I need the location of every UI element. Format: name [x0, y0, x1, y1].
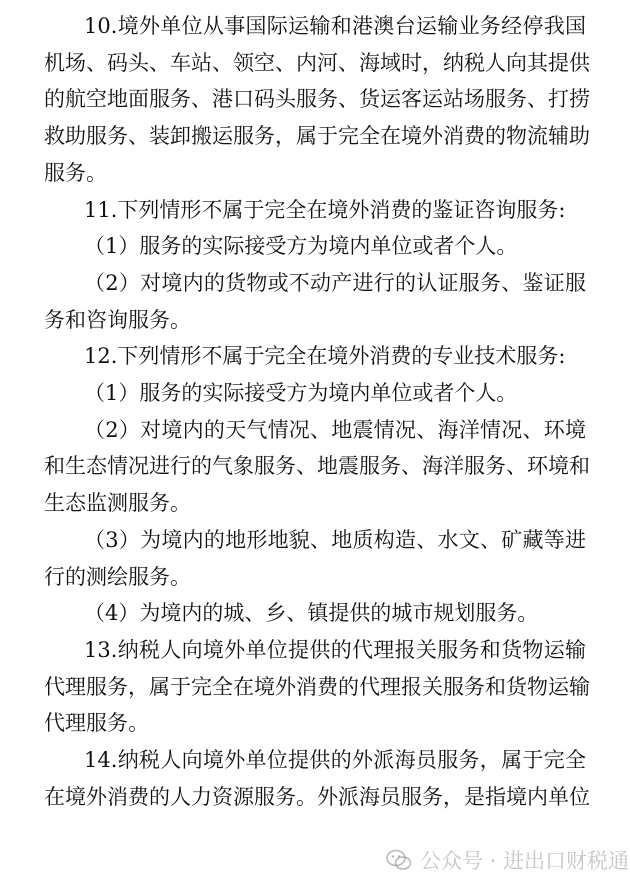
text-line: 机场、码头、车站、领空、内河、海域时，纳税人向其提供: [44, 50, 590, 75]
text-line: 11.下列情形不属于完全在境外消费的鉴证咨询服务:: [84, 197, 566, 222]
text-line: 务和咨询服务。: [44, 307, 191, 332]
text-line: 行的测绘服务。: [44, 564, 191, 589]
text-line: （4）为境内的城、乡、镇提供的城市规划服务。: [84, 601, 539, 626]
text-line: （1）服务的实际接受方为境内单位或者个人。: [84, 234, 518, 259]
text-line: 救助服务、装卸搬运服务，属于完全在境外消费的物流辅助: [44, 124, 590, 149]
text-line: （2）对境内的天气情况、地震情况、海洋情况、环境: [84, 417, 586, 442]
watermark-text: 公众号 · 进出口财税通: [420, 849, 630, 873]
text-line: 服务。: [44, 160, 107, 185]
text-line: 和生态情况进行的气象服务、地震服务、海洋服务、环境和: [44, 454, 590, 479]
text-line: 生态监测服务。: [44, 491, 191, 516]
text-line: （3）为境内的地形地貌、地质构造、水文、矿藏等进: [84, 527, 586, 552]
text-line: （1）服务的实际接受方为境内单位或者个人。: [84, 381, 518, 405]
text-line: （2）对境内的货物或不动产进行的认证服务、鉴证服: [84, 270, 586, 295]
text-line: 10.境外单位从事国际运输和港澳台运输业务经停我国: [84, 14, 586, 38]
text-line: 代理服务，属于完全在境外消费的代理报关服务和货物运输: [44, 674, 590, 699]
text-line: 13.纳税人向境外单位提供的代理报关服务和货物运输: [84, 637, 586, 662]
text-line: 12.下列情形不属于完全在境外消费的专业技术服务:: [84, 344, 566, 369]
text-line: 14.纳税人向境外单位提供的外派海员服务，属于完全: [84, 748, 586, 772]
text-line: 代理服务。: [44, 711, 149, 736]
text-line: 的航空地面服务、港口码头服务、货运客运站场服务、打捞: [44, 87, 590, 112]
text-line: 在境外消费的人力资源服务。外派海员服务，是指境内单位: [44, 784, 590, 809]
